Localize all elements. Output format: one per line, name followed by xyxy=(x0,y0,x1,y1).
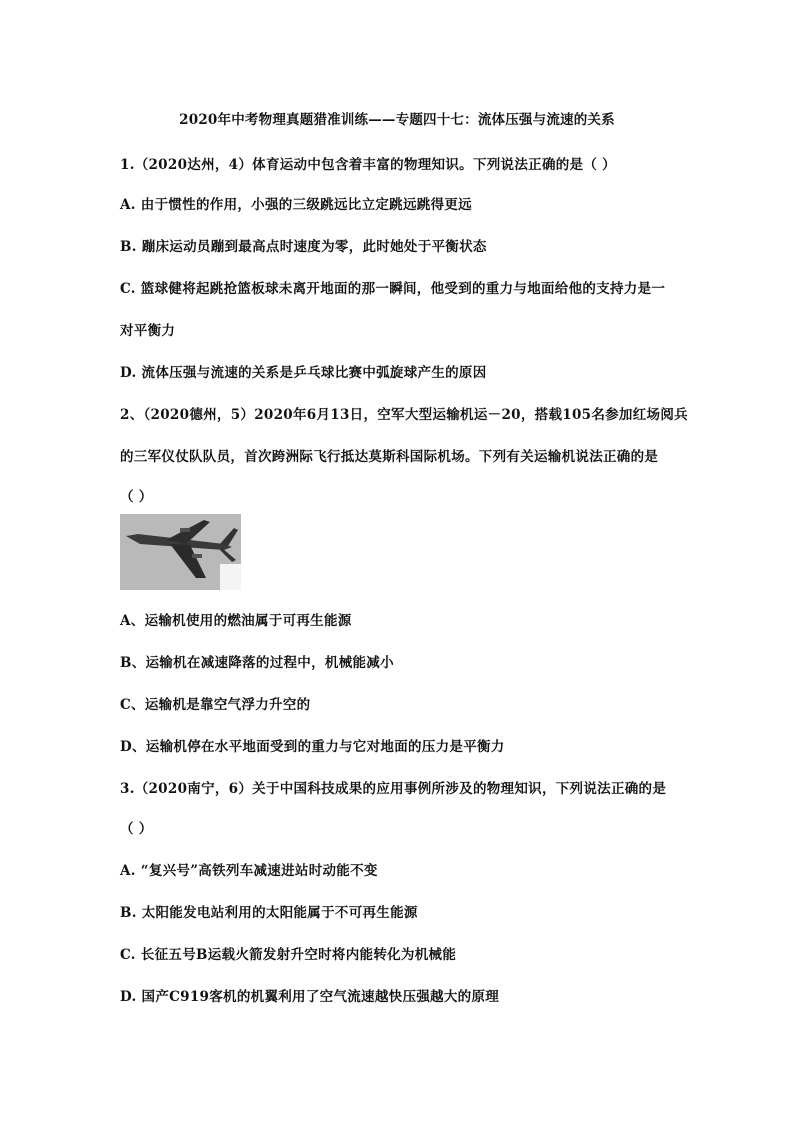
question-1-option-a: A. 由于惯性的作用，小强的三级跳远比立定跳远跳得更远 xyxy=(120,197,472,213)
question-1-option-b: B. 蹦床运动员蹦到最高点时速度为零，此时她处于平衡状态 xyxy=(120,239,487,255)
question-2-option-a: A、运输机使用的燃油属于可再生能源 xyxy=(120,613,352,629)
question-1-option-d: D. 流体压强与流速的关系是乒乓球比赛中弧旋球产生的原因 xyxy=(120,365,487,381)
transport-aircraft-image xyxy=(120,514,241,590)
page-title: 2020年中考物理真题猎准训练——专题四十七：流体压强与流速的关系 xyxy=(179,112,615,128)
question-2-answer-paren: （ ） xyxy=(120,489,153,505)
question-3-option-a: A. “复兴号”高铁列车减速进站时动能不变 xyxy=(120,863,378,879)
question-2-stem-line1: 2、（2020德州，5）2020年6月13日，空军大型运输机运－20，搭载105名参加红场阅兵 xyxy=(120,407,688,423)
question-2-stem-line2: 的三军仪仗队队员，首次跨洲际飞行抵达莫斯科国际机场。下列有关运输机说法正确的是 xyxy=(120,449,659,465)
question-2-option-c: C、运输机是靠空气浮力升空的 xyxy=(120,697,311,713)
question-3-option-b: B. 太阳能发电站利用的太阳能属于不可再生能源 xyxy=(120,905,418,921)
question-1-option-c-cont: 对平衡力 xyxy=(120,323,176,339)
question-3-stem: 3.（2020南宁，6）关于中国科技成果的应用事例所涉及的物理知识，下列说法正确的是 xyxy=(120,781,667,797)
question-1-option-c: C. 篮球健将起跳抢篮板球未离开地面的那一瞬间，他受到的重力与地面给他的支持力是一 xyxy=(120,281,666,297)
question-1-stem: 1.（2020达州，4）体育运动中包含着丰富的物理知识。下列说法正确的是（ ） xyxy=(120,157,616,173)
question-2-option-d: D、运输机停在水平地面受到的重力与它对地面的压力是平衡力 xyxy=(120,739,505,755)
question-3-option-d: D. 国产C919客机的机翼利用了空气流速越快压强越大的原理 xyxy=(120,989,500,1005)
question-3-answer-paren: （ ） xyxy=(120,821,153,837)
question-2-option-b: B、运输机在减速降落的过程中，机械能减小 xyxy=(120,655,394,671)
question-3-option-c: C. 长征五号B运载火箭发射升空时将内能转化为机械能 xyxy=(120,947,457,963)
